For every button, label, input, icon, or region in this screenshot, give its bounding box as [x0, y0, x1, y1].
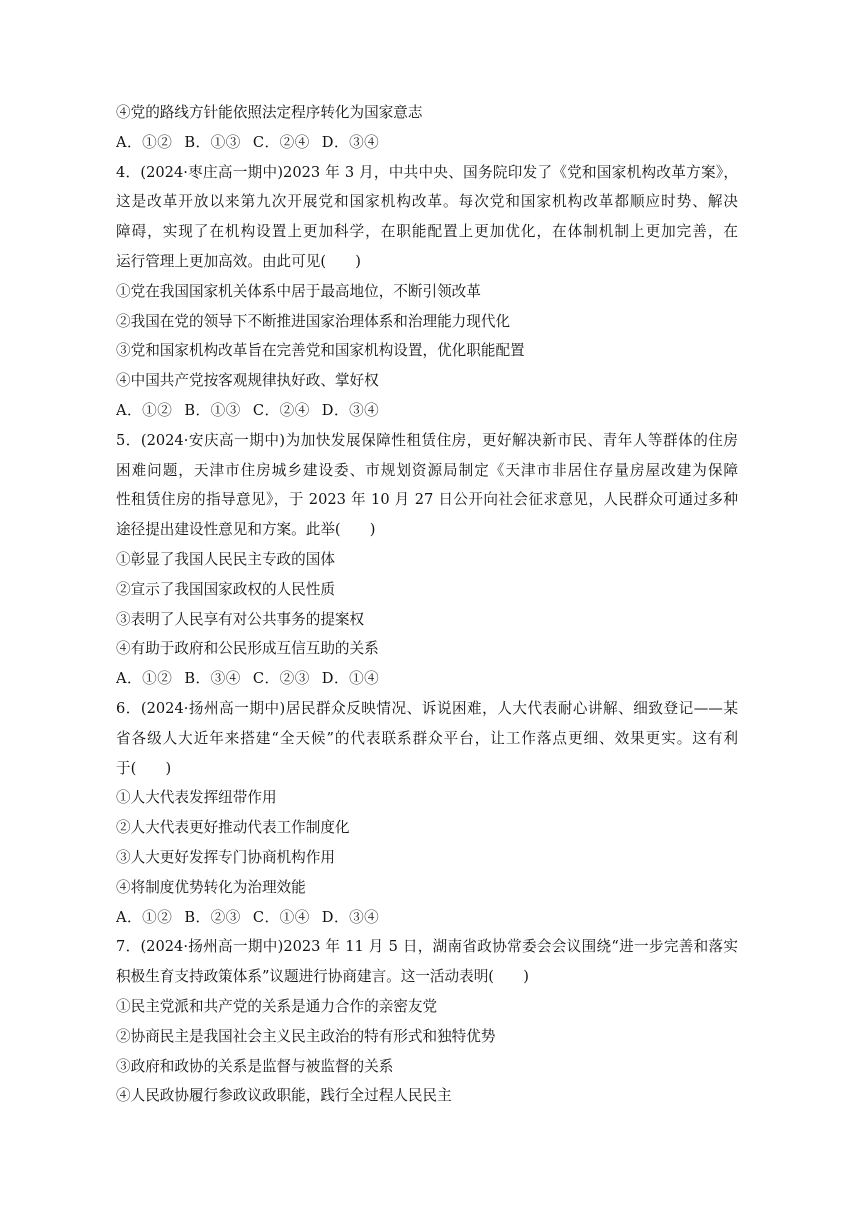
q7-option-4: ④人民政协履行参政议政职能，践行全过程人民民主: [116, 1087, 452, 1105]
q6-choice-c: C．①④: [252, 908, 310, 926]
q4-stem-line: 这是改革开放以来第九次开展党和国家机构改革。每次党和国家机构改革都顺应时势、解决: [116, 193, 738, 211]
q5-choice-d: D．①④: [321, 670, 380, 688]
q4-option-4: ④中国共产党按客观规律执好政、掌好权: [116, 372, 379, 390]
question-6: [116, 694, 738, 932]
q4-choices: [116, 396, 738, 426]
q4-stem-line: 4．(2024·枣庄高一期中)2023 年 3 月，中共中央、国务院印发了《党和国家机构改革方案》，: [116, 163, 738, 181]
q6-stem-line: 于( ): [116, 759, 172, 777]
q6-choice-a: A．①②: [116, 908, 173, 926]
question-4: [116, 158, 738, 426]
q7-stem-line: 7．(2024·扬州高一期中)2023 年 11 月 5 日，湖南省政协常委会会议围绕“进一步完善和落实: [116, 938, 738, 956]
q3-choice-d: D．③④: [321, 133, 380, 151]
q4-stem-line: 运行管理上更加高效。由此可见( ): [116, 252, 361, 270]
q6-choice-b: B．②③: [184, 908, 241, 926]
q5-option-1: ①彰显了我国人民民主专政的国体: [116, 550, 335, 568]
question-5: [116, 426, 738, 694]
q4-choice-b: B．①③: [184, 401, 241, 419]
q5-option-3: ③表明了人民享有对公共事务的提案权: [116, 610, 365, 628]
q3-choice-b: B．①③: [184, 133, 241, 151]
q4-option-2: ②我国在党的领导下不断推进国家治理体系和治理能力现代化: [116, 312, 511, 330]
q5-stem-line: 性租赁住房的指导意见》，于 2023 年 10 月 27 日公开向社会征求意见，人民群众可通过多种: [116, 491, 738, 509]
q6-stem-line: 6．(2024·扬州高一期中)居民群众反映情况、诉说困难，人大代表耐心讲解、细致登记——某: [116, 699, 738, 717]
q3-option-4: ④党的路线方针能依照法定程序转化为国家意志: [116, 104, 423, 121]
q6-choice-d: D．③④: [321, 908, 380, 926]
q5-stem-line: 途径提出建设性意见和方案。此举( ): [116, 521, 376, 539]
q4-choice-d: D．③④: [321, 401, 380, 419]
q6-stem-line: 省各级人大近年来搭建“全天候”的代表联系群众平台，让工作落点更细、效果更实。这有利: [116, 729, 738, 747]
document-page: [116, 98, 738, 1111]
q4-stem-line: 障碍，实现了在机构设置上更加科学，在职能配置上更加优化，在体制机制上更加完善，在: [116, 223, 738, 241]
q7-option-3: ③政府和政协的关系是监督与被监督的关系: [116, 1057, 394, 1075]
q4-option-3: ③党和国家机构改革旨在完善党和国家机构设置，优化职能配置: [116, 342, 525, 360]
q3-choices: [116, 128, 738, 158]
q6-option-1: ①人大代表发挥纽带作用: [116, 789, 277, 807]
q6-option-4: ④将制度优势转化为治理效能: [116, 878, 306, 896]
q5-choices: [116, 664, 738, 694]
q4-option-1: ①党在我国国家机关体系中居于最高地位，不断引领改革: [116, 282, 481, 300]
q5-choice-a: A．①②: [116, 670, 173, 688]
q4-choice-c: C．②④: [252, 401, 310, 419]
q3-choice-a: A．①②: [116, 133, 173, 151]
q5-stem-line: 困难问题，天津市住房城乡建设委、市规划资源局制定《天津市非居住存量房屋改建为保障: [116, 461, 738, 479]
q5-choice-c: C．②③: [252, 670, 310, 688]
q6-option-3: ③人大更好发挥专门协商机构作用: [116, 848, 335, 866]
q5-option-2: ②宣示了我国国家政权的人民性质: [116, 580, 335, 598]
q5-choice-b: B．③④: [184, 670, 241, 688]
q7-stem-line: 积极生育支持政策体系”议题进行协商建言。这一活动表明( ): [116, 968, 529, 986]
q5-stem-line: 5．(2024·安庆高一期中)为加快发展保障性租赁住房，更好解决新市民、青年人等群体的住房: [116, 431, 738, 449]
q5-option-4: ④有助于政府和公民形成互信互助的关系: [116, 640, 379, 658]
q6-choices: [116, 903, 738, 933]
q4-choice-a: A．①②: [116, 401, 173, 419]
question-7: [116, 932, 738, 1111]
q3-choice-c: C．②④: [252, 133, 310, 151]
q6-option-2: ②人大代表更好推动代表工作制度化: [116, 819, 350, 837]
q7-option-1: ①民主党派和共产党的关系是通力合作的亲密友党: [116, 997, 438, 1015]
q7-option-2: ②协商民主是我国社会主义民主政治的特有形式和独特优势: [116, 1027, 496, 1045]
